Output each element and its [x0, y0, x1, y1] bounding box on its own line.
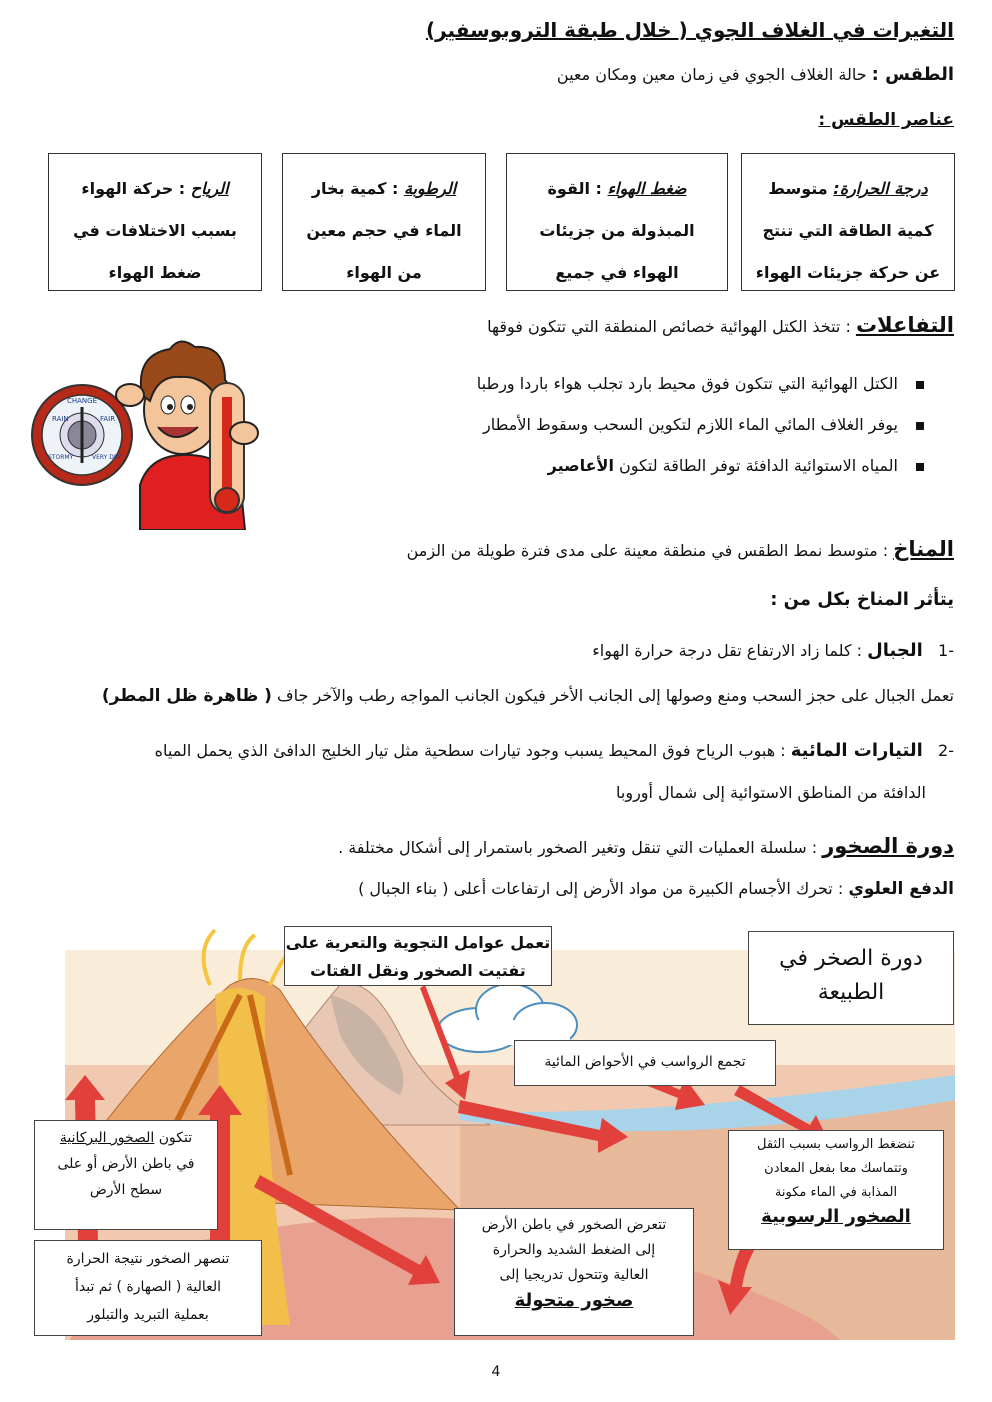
climate-affected-by: يتأثر المناخ بكل من : [770, 589, 954, 610]
diagram-title: دورة الصخر في [779, 946, 923, 971]
climate-text: : متوسط نمط الطقس في منطقة معينة على مدى فترة طويلة من الزمن [406, 541, 889, 560]
interactions-text: : تتخذ الكتل الهوائية خصائص المنطقة التي تتكون فوقها [487, 317, 851, 336]
item-text: : كلما زاد الارتفاع تقل درجة حرارة الهواء [592, 641, 863, 660]
page-number: 4 [491, 1364, 501, 1380]
diagram-title-box [748, 931, 954, 1025]
box-term: ضغط الهواء [607, 179, 687, 198]
rock-cycle-definition [338, 834, 954, 858]
weather-text: حالة الغلاف الجوي في زمان معين ومكان معين [556, 65, 867, 84]
box-line: وتتماسك معا بفعل المعادن [764, 1161, 908, 1176]
box-line: إلى الضغط الشديد والحرارة [492, 1242, 656, 1258]
barometer-label: STORMY [48, 454, 74, 461]
interactions-label: التفاعلات [855, 313, 954, 337]
box-line: في باطن الأرض أو على [57, 1156, 195, 1172]
box-term: درجة الحرارة: [833, 179, 928, 198]
elements-heading: عناصر الطقس : [818, 110, 954, 130]
box-line: المذابة في الماء مكونة [774, 1185, 898, 1200]
air-pressure-box [506, 153, 728, 291]
box-line: تجمع الرواسب في الأحواض المائية [544, 1054, 746, 1070]
item-text: : هبوب الرياح فوق المحيط يسبب وجود تيارات سطحية مثل تيار الخليج الدافئ الذي يحمل المياه [154, 741, 786, 760]
sedimentary-box [728, 1130, 944, 1250]
barometer-label: RAIN [52, 415, 69, 423]
weather-cartoon [30, 335, 265, 530]
weather-label: الطقس : [871, 64, 954, 85]
box-term: الرطوبة [403, 179, 457, 198]
paragraph-text: تعمل الجبال على حجز السحب ومنع وصولها إلى الجانب الأخر فيكون الجانب المواجه رطب والآخر جاف [277, 686, 954, 705]
box-text: : القوة المبذولة من جزيئات الهواء في جميع [539, 179, 695, 282]
item-label: التيارات المائية [790, 740, 923, 761]
melting-box [34, 1240, 262, 1336]
list-item: الكتل الهوائية التي تتكون فوق محيط بارد تجلب هواء باردا ورطبا [477, 374, 924, 415]
box-line: سطح الأرض [89, 1182, 163, 1198]
barometer-label: VERY DRY [92, 454, 122, 461]
box-line: بعملية التبريد والتبلور [87, 1307, 209, 1323]
box-text: : كمية بخار الماء في حجم معين من الهواء [306, 179, 462, 282]
box-line: العالية ( الصهارة ) ثم تبدأ [74, 1279, 222, 1295]
metamorphic-box [454, 1208, 694, 1336]
box-line [35, 1125, 217, 1151]
item-number: -1 [938, 641, 954, 660]
box-bold-term: صخور متحولة [514, 1290, 634, 1311]
box-bold-term: الصخور الرسوبية [761, 1206, 911, 1227]
item-label: الجبال [867, 640, 923, 661]
climate-item-currents [155, 740, 954, 761]
wind-box [48, 153, 262, 291]
temperature-box [741, 153, 955, 291]
rock-cycle-label: دورة الصخور [822, 834, 954, 858]
bullet-text: المياه الاستوائية الدافئة توفر الطاقة لتكون [619, 456, 898, 475]
item-number: -2 [938, 741, 954, 760]
bullet-bold: الأعاصير [547, 456, 614, 475]
box-text: : حركة الهواء بسبب الاختلافات في ضغط الهواء [73, 179, 237, 282]
rock-cycle-text: : سلسلة العمليات التي تنقل وتغير الصخور باستمرار إلى أشكال مختلفة . [338, 838, 818, 857]
box-line: تتعرض الصخور في باطن الأرض [481, 1217, 667, 1233]
list-item: يوفر الغلاف المائي الماء اللازم لتكوين السحب وسقوط الأمطار [477, 415, 924, 456]
interactions-definition [487, 313, 954, 337]
box-term: الرياح [190, 179, 229, 198]
box-line: تنصهر الصخور نتيجة الحرارة [66, 1251, 230, 1267]
weathering-box [284, 926, 552, 986]
humidity-box [282, 153, 486, 291]
page-title: التغيرات في الغلاف الجوي ( خلال طبقة التروبوسفير) [425, 18, 954, 42]
uplift-definition [358, 879, 954, 899]
box-text: متوسط كمية الطاقة التي تنتج عن حركة جزيئات الهواء [755, 179, 941, 282]
uplift-label: الدفع العلوي [848, 879, 954, 899]
box-underlined: الصخور البركانية [59, 1130, 155, 1146]
volcanic-box [34, 1120, 218, 1230]
rain-shadow-term: ( ظاهرة ظل المطر) [101, 686, 272, 706]
interactions-bullets [477, 374, 924, 497]
box-line: تفتيت الصخور ونقل الفتات [310, 961, 526, 980]
box-text: تتكون [158, 1130, 193, 1146]
barometer-label: FAIR [100, 415, 116, 423]
sediments-box [514, 1040, 776, 1086]
weather-definition [557, 64, 954, 85]
box-line: تعمل عوامل التجوية والتعرية على [285, 933, 551, 952]
currents-continuation: الدافئة من المناطق الاستوائية إلى شمال أوروبا [616, 783, 926, 802]
box-line: تنضغط الرواسب بسبب الثقل [757, 1137, 915, 1152]
climate-label: المناخ [893, 537, 954, 561]
box-line: العالية وتتحول تدريجيا إلى [499, 1267, 649, 1283]
mountains-paragraph [102, 686, 954, 706]
barometer-label: CHANGE [66, 397, 98, 405]
list-item [477, 456, 924, 497]
climate-definition [407, 537, 954, 561]
climate-item-mountains [592, 640, 954, 661]
diagram-title: الطبيعة [817, 980, 885, 1005]
uplift-text: : تحرك الأجسام الكبيرة من مواد الأرض إلى ارتفاعات أعلى ( بناء الجبال ) [358, 879, 844, 898]
